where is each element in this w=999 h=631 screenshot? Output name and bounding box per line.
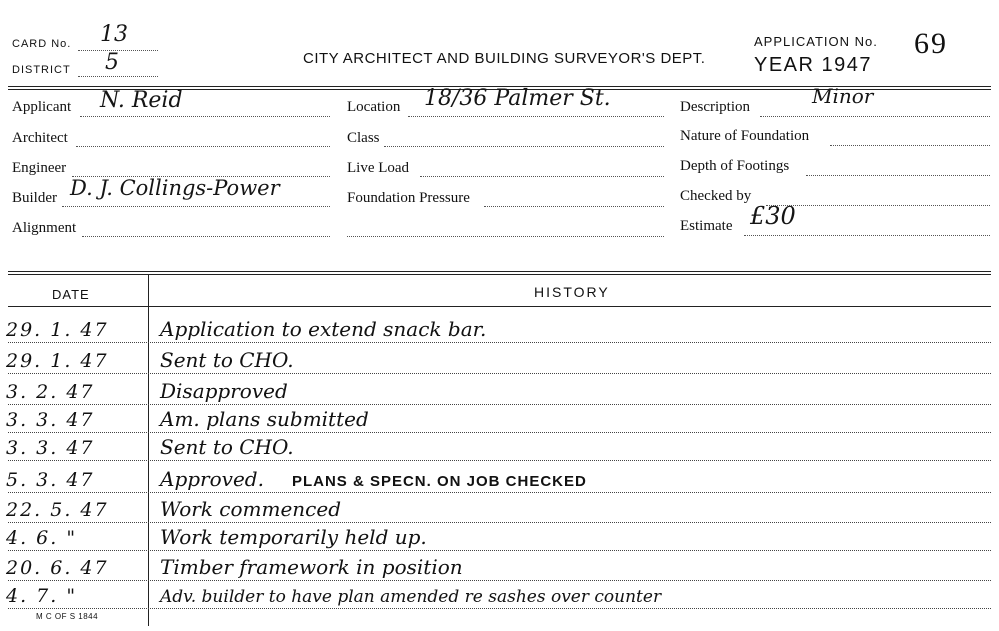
row-entry-text: Approved.	[160, 467, 264, 491]
architect-line	[76, 146, 330, 147]
checked-stamp: PLANS & SPECN. ON JOB CHECKED	[291, 473, 587, 490]
history-header: HISTORY	[534, 284, 610, 300]
estimate-label: Estimate	[680, 218, 733, 234]
builder-line	[62, 206, 330, 207]
row-date: 3. 2. 47	[6, 381, 95, 403]
row-entry: Adv. builder to have plan amended re sashes over counter	[160, 587, 662, 607]
class-label: Class	[347, 130, 380, 146]
builder-value: D. J. Collings-Power	[70, 176, 280, 200]
history-row-7	[0, 492, 999, 523]
row-entry: Work commenced	[160, 497, 342, 521]
history-row-2	[0, 343, 999, 374]
application-number: 69	[914, 27, 948, 60]
location-label: Location	[347, 99, 401, 115]
date-header: DATE	[52, 287, 90, 302]
row-date: 29. 1. 47	[6, 319, 109, 341]
history-row-5	[0, 430, 999, 461]
form-code: M C OF S 1844	[36, 612, 99, 621]
card-no-value: 13	[100, 22, 128, 47]
depth-of-footings-label: Depth of Footings	[680, 158, 790, 174]
description-line	[760, 116, 990, 117]
estimate-line	[744, 235, 990, 236]
history-row-1	[0, 312, 999, 343]
history-row-3	[0, 374, 999, 405]
row-entry: Sent to CHO.	[160, 435, 294, 459]
row-date: 3. 3. 47	[6, 409, 95, 431]
row-date: 4. 6. "	[6, 527, 78, 549]
row-date: 20. 6. 47	[6, 557, 109, 579]
row-entry	[160, 467, 587, 491]
middle-blank-line	[347, 236, 664, 237]
row-entry: Application to extend snack bar.	[160, 317, 487, 341]
nature-of-foundation-label: Nature of Foundation	[680, 128, 810, 144]
district-value: 5	[105, 50, 119, 75]
location-value: 18/36 Palmer St.	[424, 86, 611, 111]
district-line	[78, 76, 158, 77]
row-entry: Work temporarily held up.	[160, 525, 427, 549]
row-rule	[8, 608, 991, 609]
history-top-rule-2	[8, 274, 991, 275]
live-load-line	[420, 176, 664, 177]
row-date: 3. 3. 47	[6, 437, 95, 459]
year-label: YEAR 1947	[754, 54, 873, 76]
history-row-8	[0, 520, 999, 551]
builder-label: Builder	[12, 190, 57, 206]
history-header-rule	[8, 306, 991, 307]
row-entry: Sent to CHO.	[160, 348, 294, 372]
row-rule	[8, 460, 991, 461]
history-row-10	[0, 578, 999, 609]
depth-line	[806, 175, 990, 176]
application-label: APPLICATION No.	[754, 34, 878, 49]
alignment-line	[82, 236, 330, 237]
history-top-rule	[8, 271, 991, 272]
description-value: Minor	[812, 84, 874, 108]
live-load-label: Live Load	[347, 160, 410, 176]
foundation-pressure-line	[484, 206, 664, 207]
row-entry: Disapproved	[160, 379, 288, 403]
row-date: 5. 3. 47	[6, 469, 95, 491]
estimate-value: £30	[750, 202, 796, 230]
district-label: DISTRICT	[12, 64, 71, 76]
department-title: CITY ARCHITECT AND BUILDING SURVEYOR'S DEPT.	[303, 50, 706, 67]
row-date: 4. 7. "	[6, 585, 78, 607]
alignment-label: Alignment	[12, 220, 77, 236]
engineer-label: Engineer	[12, 160, 67, 176]
foundation-pressure-label: Foundation Pressure	[347, 190, 470, 206]
applicant-label: Applicant	[12, 99, 72, 115]
row-date: 29. 1. 47	[6, 350, 109, 372]
applicant-line	[80, 116, 330, 117]
architect-label: Architect	[12, 130, 68, 146]
history-row-6	[0, 462, 999, 493]
row-entry: Timber framework in position	[160, 555, 463, 579]
row-entry: Am. plans submitted	[160, 407, 369, 431]
history-row-9	[0, 550, 999, 581]
checked-line	[766, 205, 990, 206]
class-line	[384, 146, 664, 147]
description-label: Description	[680, 99, 750, 115]
applicant-value: N. Reid	[100, 88, 183, 113]
checked-by-label: Checked by	[680, 188, 752, 204]
location-line	[408, 116, 664, 117]
history-row-4	[0, 402, 999, 433]
nature-line	[830, 145, 990, 146]
row-date: 22. 5. 47	[6, 499, 109, 521]
card-no-label: CARD No.	[12, 38, 72, 50]
